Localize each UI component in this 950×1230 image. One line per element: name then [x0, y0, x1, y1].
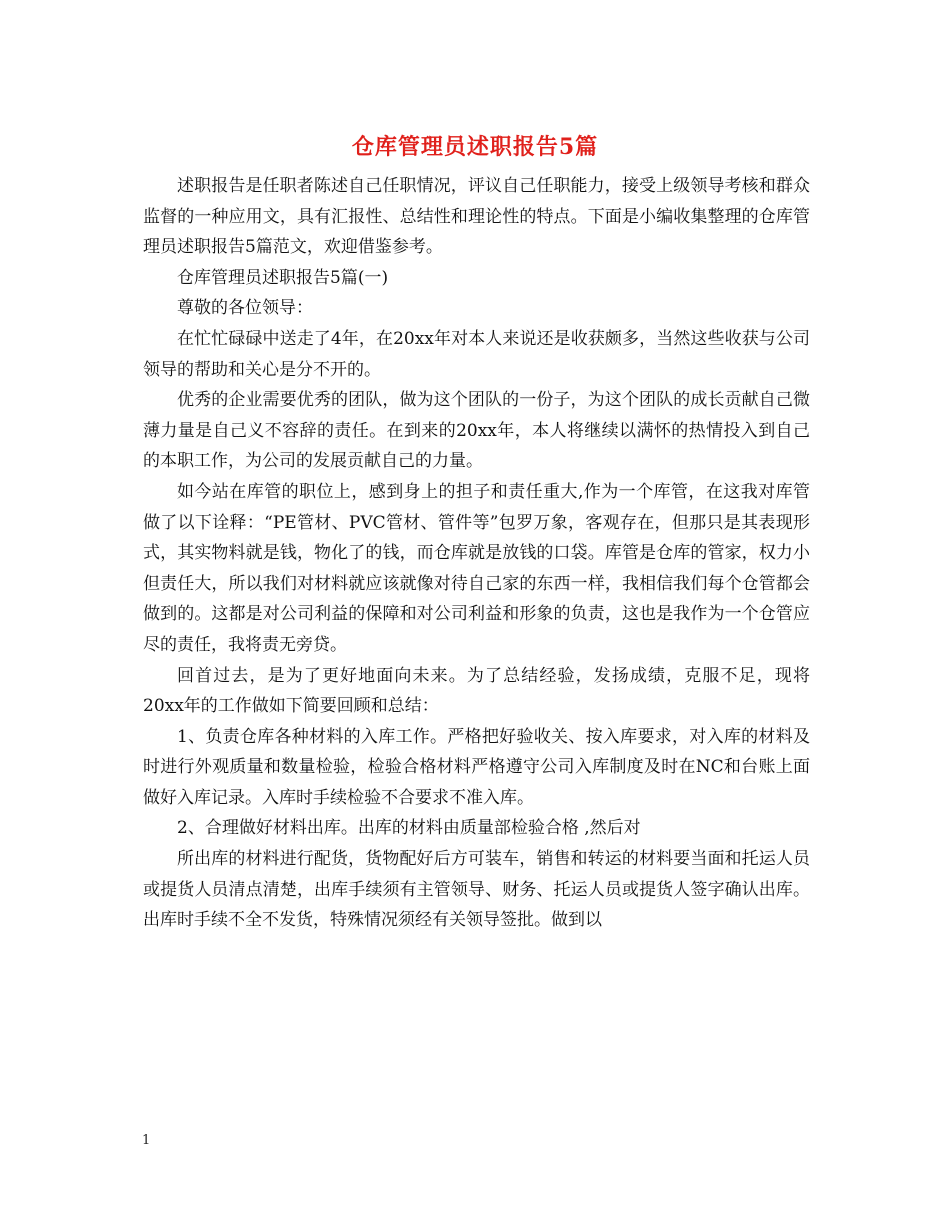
- paragraph-intro: 述职报告是任职者陈述自己任职情况，评议自己任职能力，接受上级领导考核和群众监督的一种应用文，具有汇报性、总结性和理论性的特点。下面是小编收集整理的仓库管理员述职报告5篇范文，欢迎借鉴参考。: [143, 176, 810, 258]
- paragraph-item-2: 2、合理做好材料出库。出库的材料由质量部检验合格 ,然后对: [177, 818, 641, 839]
- paragraph-item-1: 1、负责仓库各种材料的入库工作。严格把好验收关、按入库要求，对入库的材料及时进行外观质量和数量检验，检验合格材料严格遵守公司入库制度及时在NC和台账上面做好入库记录。入库时手续检验不合要求不准入库。: [143, 726, 810, 808]
- paragraph-2: 优秀的企业需要优秀的团队，做为这个团队的一份子，为这个团队的成长贡献自己微薄力量是自己义不容辞的责任。在到来的20xx年，本人将继续以满怀的热情投入到自己的本职工作，为公司的发展贡献自己的力量。: [143, 390, 810, 472]
- page-number: 1: [142, 1133, 151, 1148]
- paragraph-1: 在忙忙碌碌中送走了4年，在20xx年对本人来说还是收获颇多，当然这些收获与公司领导的帮助和关心是分不开的。: [143, 328, 810, 380]
- paragraph-salutation: 尊敬的各位领导：: [177, 298, 313, 319]
- document-title: 仓库管理员述职报告5篇: [351, 134, 599, 160]
- document-body: [143, 171, 810, 936]
- paragraph-4: 回首过去，是为了更好地面向未来。为了总结经验，发扬成绩，克服不足，现将20xx年的工作做如下简要回顾和总结：: [143, 665, 810, 717]
- paragraph-section-heading: 仓库管理员述职报告5篇(一): [177, 267, 389, 288]
- paragraph-item-2-continued: 所出库的材料进行配货，货物配好后方可装车，销售和转运的材料要当面和托运人员或提货人员清点清楚，出库手续须有主管领导、财务、托运人员或提货人签字确认出库。出库时手续不全不发货，特殊情况须经有关领导签批。做到以: [143, 849, 810, 931]
- paragraph-3: 如今站在库管的职位上，感到身上的担子和责任重大,作为一个库管，在这我对库管做了以下诠释：“PE管材、PVC管材、管件等”包罗万象，客观存在，但那只是其表现形式，其实物料就是钱，物化了的钱，而仓库就是放钱的口袋。库管是仓库的管家，权力小但责任大，所以我们对材料就应该就像对待自己家的东西一样，我相信我们每个仓管都会做到的。这都是对公司利益的保障和对公司利益和形象的负责，这也是我作为一个仓管应尽的责任，我将责无旁贷。: [143, 481, 810, 655]
